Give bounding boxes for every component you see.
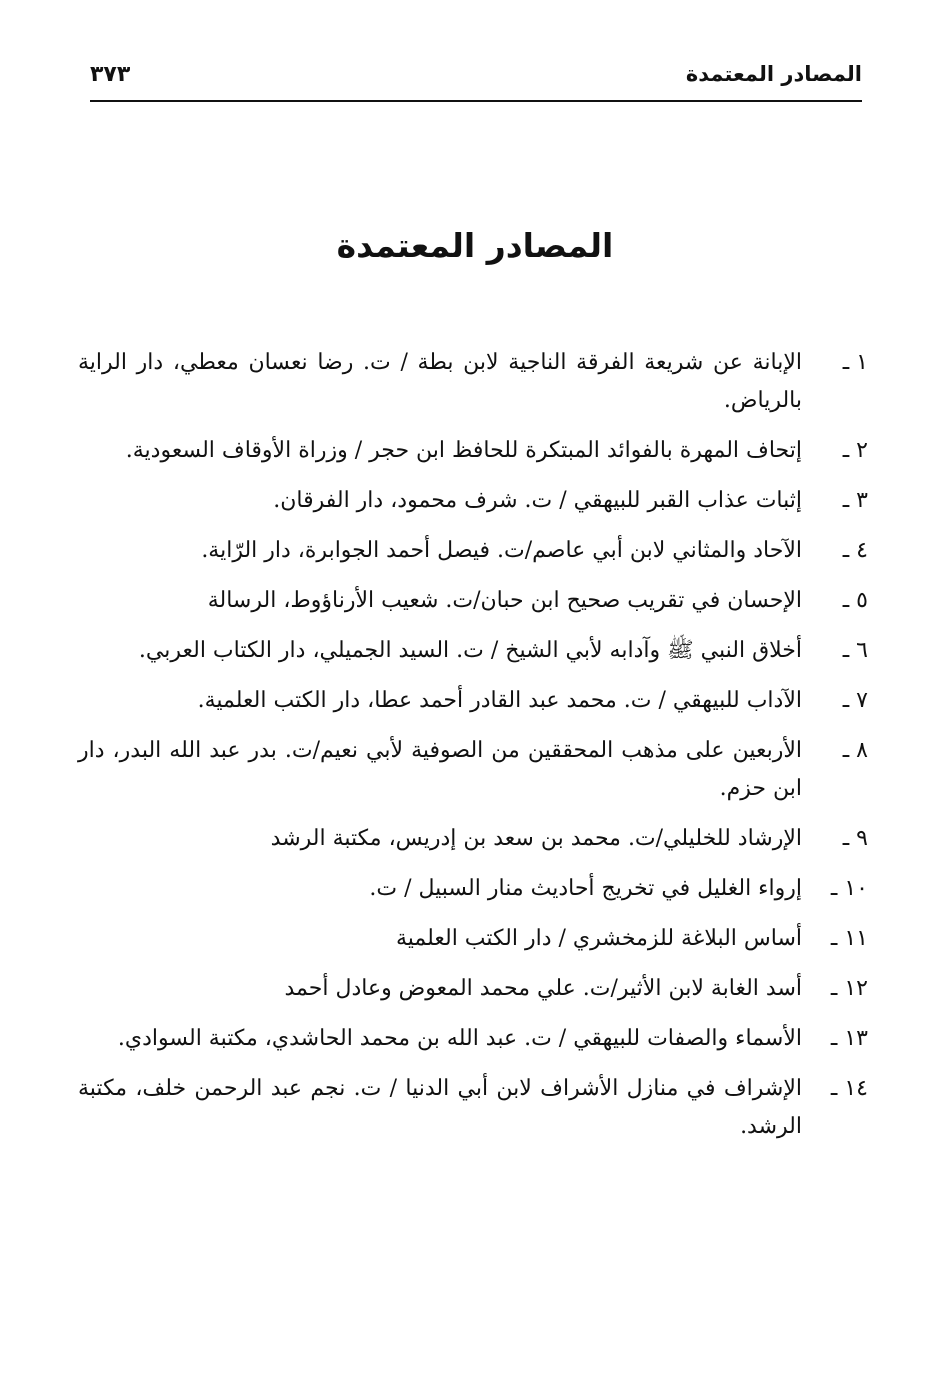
reference-number: ١٤ ـ xyxy=(830,1076,868,1101)
reference-text: أخلاق النبي ﷺ وآدابه لأبي الشيخ / ت. السيد الجميلي، دار الكتاب العربي. xyxy=(138,638,802,663)
reference-item xyxy=(78,820,868,858)
reference-item xyxy=(78,432,868,470)
reference-text: الإرشاد للخليلي/ت. محمد بن سعد بن إدريس، مكتبة الرشد xyxy=(270,826,802,851)
reference-text: الإبانة عن شريعة الفرقة الناجية لابن بطة / ت. رضا نعسان معطي، دار الراية بالرياض. xyxy=(78,350,802,413)
reference-number: ١٠ ـ xyxy=(830,876,868,901)
reference-number: ١ ـ xyxy=(842,350,868,375)
reference-list xyxy=(78,344,868,1158)
reference-text: الآحاد والمثاني لابن أبي عاصم/ت. فيصل أحمد الجوابرة، دار الرّاية. xyxy=(201,538,802,563)
running-header xyxy=(90,58,862,102)
reference-text: الأربعين على مذهب المحققين من الصوفية لأبي نعيم/ت. بدر عبد الله البدر، دار ابن حزم. xyxy=(78,738,802,801)
reference-number: ٥ ـ xyxy=(842,588,868,613)
reference-text: الإحسان في تقريب صحيح ابن حبان/ت. شعيب الأرناؤوط، الرسالة xyxy=(207,588,802,613)
reference-number: ٧ ـ xyxy=(842,688,868,713)
reference-number: ٣ ـ xyxy=(842,488,868,513)
reference-number: ٦ ـ xyxy=(842,638,868,663)
reference-number: ٢ ـ xyxy=(842,438,868,463)
reference-item xyxy=(78,970,868,1008)
reference-item xyxy=(78,1020,868,1058)
reference-number: ٩ ـ xyxy=(842,826,868,851)
section-title: المصادر المعتمدة xyxy=(336,226,614,265)
reference-item xyxy=(78,344,868,420)
reference-item xyxy=(78,632,868,670)
reference-text: أسد الغابة لابن الأثير/ت. علي محمد المعوض وعادل أحمد xyxy=(284,976,802,1001)
reference-number: ٤ ـ xyxy=(842,538,868,563)
reference-number: ١٢ ـ xyxy=(830,976,868,1001)
reference-item xyxy=(78,732,868,808)
reference-item xyxy=(78,870,868,908)
reference-text: الأسماء والصفات للبيهقي / ت. عبد الله بن محمد الحاشدي، مكتبة السوادي. xyxy=(117,1026,802,1051)
reference-number: ١٣ ـ xyxy=(830,1026,868,1051)
reference-text: الإشراف في منازل الأشراف لابن أبي الدنيا / ت. نجم عبد الرحمن خلف، مكتبة الرشد. xyxy=(78,1076,802,1139)
reference-text: إرواء الغليل في تخريج أحاديث منار السبيل / ت. xyxy=(369,876,802,901)
reference-item xyxy=(78,532,868,570)
page-number: ٣٧٣ xyxy=(90,62,131,87)
reference-item xyxy=(78,582,868,620)
reference-text: إتحاف المهرة بالفوائد المبتكرة للحافظ ابن حجر / وزراة الأوقاف السعودية. xyxy=(125,438,802,463)
reference-item xyxy=(78,1070,868,1146)
reference-number: ١١ ـ xyxy=(830,926,868,951)
reference-item xyxy=(78,682,868,720)
reference-text: إثبات عذاب القبر للبيهقي / ت. شرف محمود، دار الفرقان. xyxy=(273,488,802,513)
running-title: المصادر المعتمدة xyxy=(685,62,862,86)
reference-text: أساس البلاغة للزمخشري / دار الكتب العلمية xyxy=(395,926,802,951)
reference-item xyxy=(78,920,868,958)
reference-text: الآداب للبيهقي / ت. محمد عبد القادر أحمد عطا، دار الكتب العلمية. xyxy=(197,688,802,713)
reference-item xyxy=(78,482,868,520)
reference-number: ٨ ـ xyxy=(842,738,868,763)
